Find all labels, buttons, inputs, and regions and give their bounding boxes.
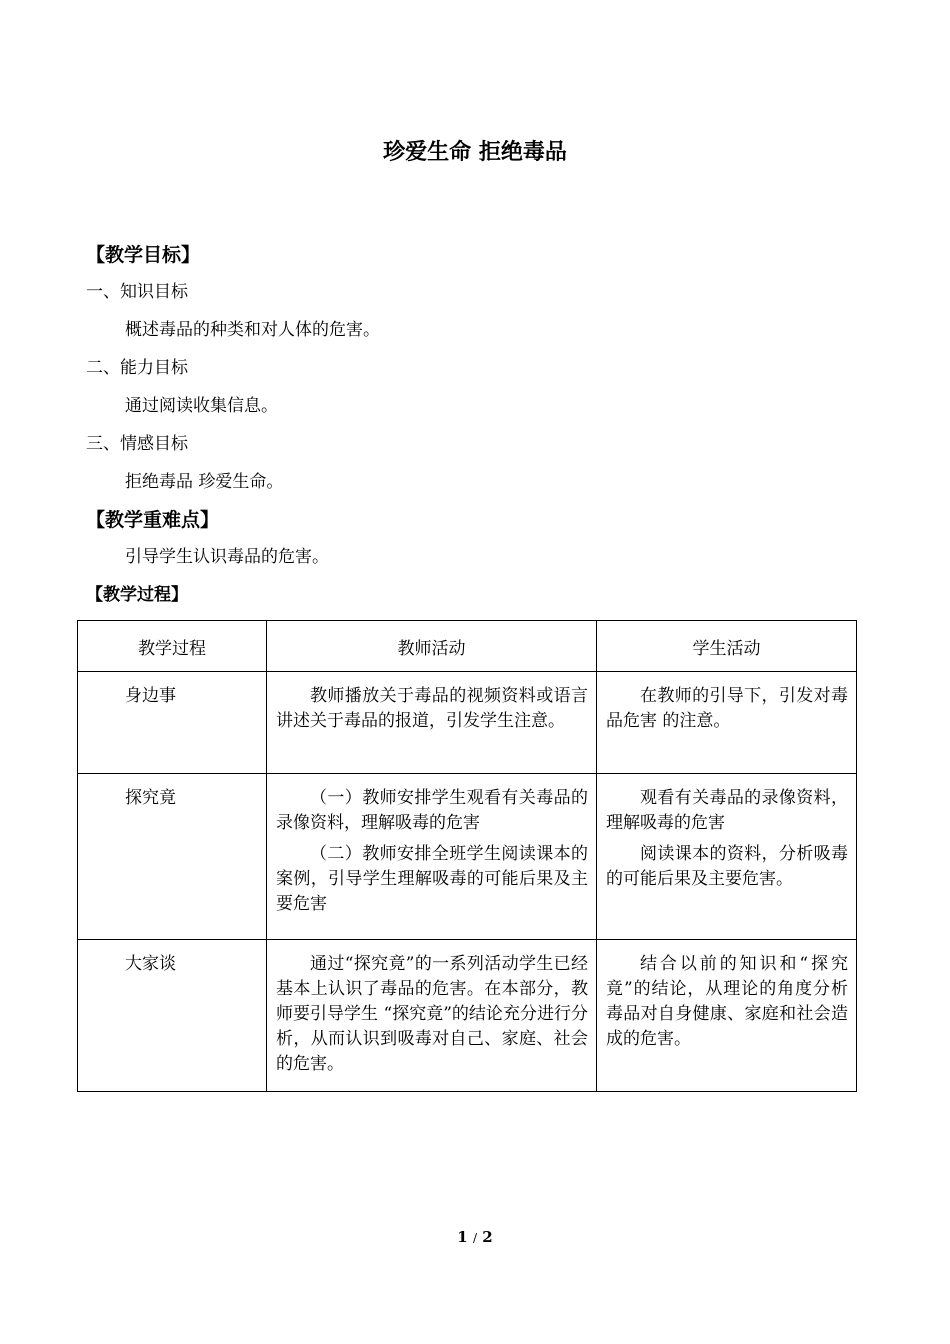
table-row xyxy=(78,940,857,1092)
teacher-activity-cell xyxy=(267,672,597,774)
process-heading: 【教学过程】 xyxy=(86,585,188,605)
page-separator: / xyxy=(472,1231,478,1245)
teacher-activity-cell xyxy=(267,940,597,1092)
teacher-activity-cell xyxy=(267,774,597,940)
objective-label-emotion: 三、情感目标 xyxy=(86,434,188,454)
current-page: 1 xyxy=(457,1228,468,1246)
stage-cell: 大家谈 xyxy=(78,940,267,1092)
key-points-text: 引导学生认识毒品的危害。 xyxy=(125,547,329,567)
student-activity-text: 观看有关毒品的录像资料，理解吸毒的危害 xyxy=(606,788,848,833)
page-number xyxy=(0,1228,950,1246)
student-activity-cell xyxy=(597,774,857,940)
objective-label-knowledge: 一、知识目标 xyxy=(86,282,188,302)
objective-text-knowledge: 概述毒品的种类和对人体的危害。 xyxy=(125,320,380,340)
objective-label-ability: 二、能力目标 xyxy=(86,358,188,378)
teacher-activity-text: （一）教师安排学生观看有关毒品的录像资料，理解吸毒的危害 xyxy=(276,788,588,833)
objectives-heading: 【教学目标】 xyxy=(86,244,201,266)
student-activity-text: 在教师的引导下，引发对毒品危害 的注意。 xyxy=(606,686,848,731)
document-title: 珍爱生命 拒绝毒品 xyxy=(383,140,567,165)
column-header-stage: 教学过程 xyxy=(78,621,267,672)
student-activity-cell xyxy=(597,672,857,774)
teacher-activity-text: 通过“探究竟”的一系列活动学生已经基本上认识了毒品的危害。在本部分，教师要引导学生 “探究竟”的结论充分进行分析，从而认识到吸毒对自己、家庭、社会的危害。 xyxy=(276,954,588,1074)
table-row xyxy=(78,774,857,940)
key-points-heading: 【教学重难点】 xyxy=(86,509,220,531)
student-activity-cell xyxy=(597,940,857,1092)
stage-cell: 身边事 xyxy=(78,672,267,774)
objective-text-ability: 通过阅读收集信息。 xyxy=(125,396,278,416)
objective-text-emotion: 拒绝毒品 珍爱生命。 xyxy=(125,472,284,492)
student-activity-text: 阅读课本的资料，分析吸毒的可能后果及主要危害。 xyxy=(606,844,848,889)
student-activity-text: 结合以前的知识和“探究竟”的结论，从理论的角度分析毒品对自身健康、家庭和社会造成的危害。 xyxy=(606,954,848,1049)
column-header-student: 学生活动 xyxy=(597,621,857,672)
total-pages: 2 xyxy=(482,1228,493,1246)
teacher-activity-text: （二）教师安排全班学生阅读课本的案例，引导学生理解吸毒的可能后果及主要危害 xyxy=(276,844,588,914)
table-row xyxy=(78,672,857,774)
column-header-teacher: 教师活动 xyxy=(267,621,597,672)
teacher-activity-text: 教师播放关于毒品的视频资料或语言讲述关于毒品的报道，引发学生注意。 xyxy=(276,686,588,731)
table-header-row xyxy=(78,621,857,672)
stage-cell: 探究竟 xyxy=(78,774,267,940)
process-table xyxy=(77,620,857,1092)
